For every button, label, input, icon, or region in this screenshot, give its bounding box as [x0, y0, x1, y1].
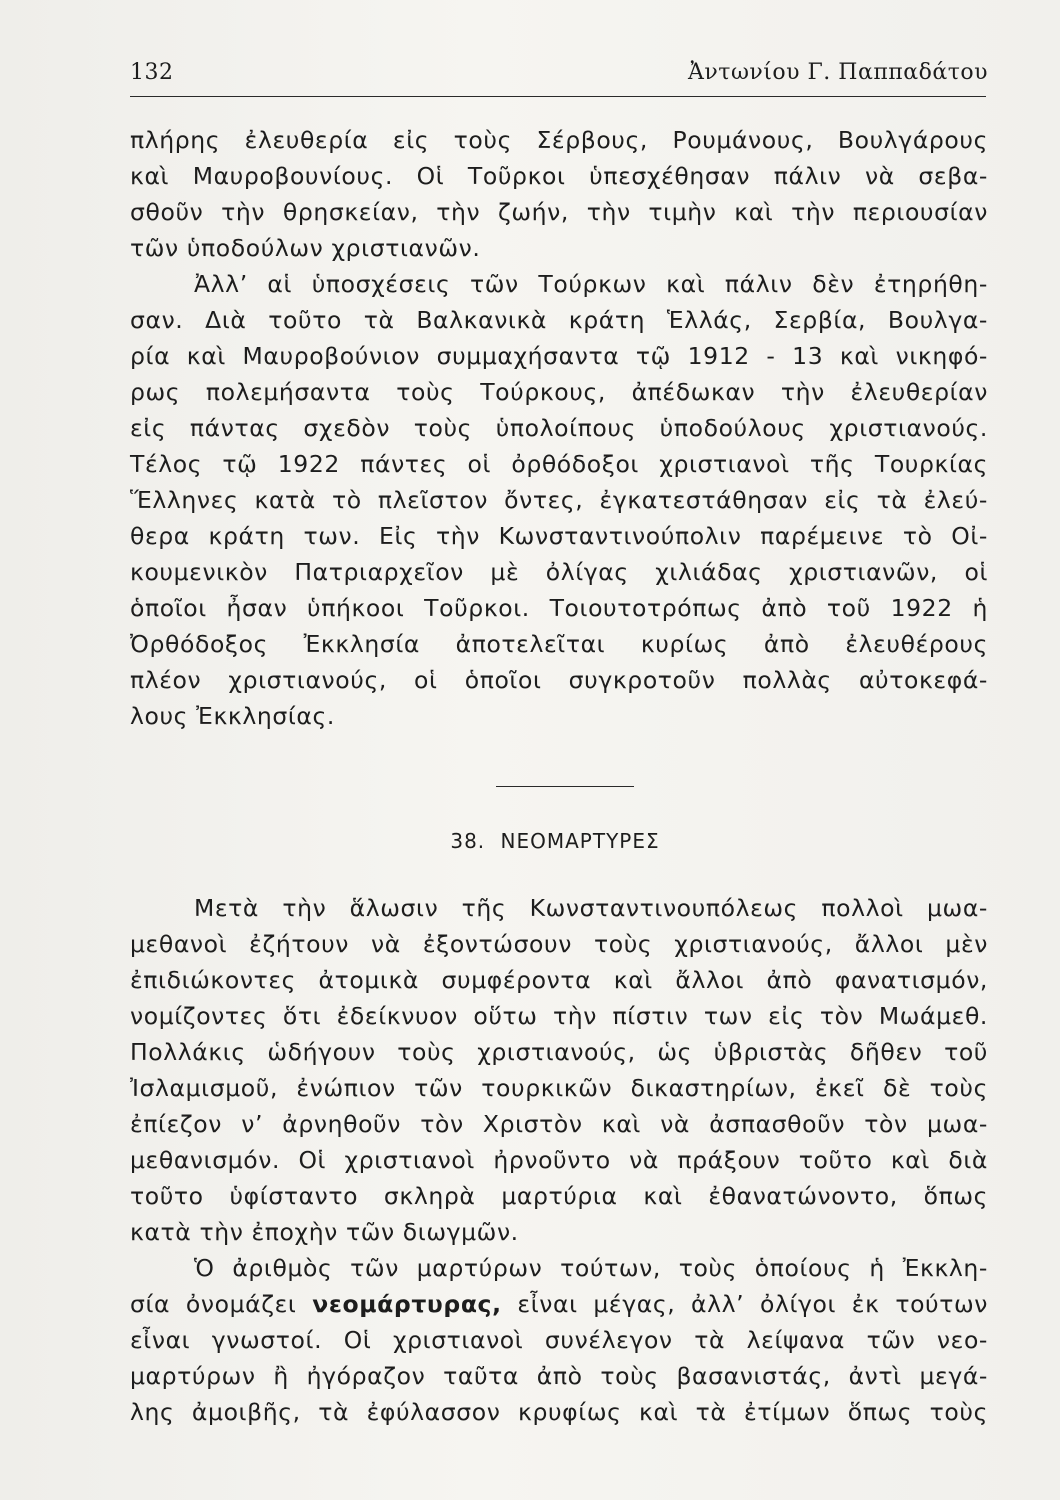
section-divider: [496, 786, 634, 787]
text-line: Ἕλληνες κατὰ τὸ πλεῖστον ὄντες, ἐγκατεστάθησαν εἰς τὰ ἐλεύ-: [130, 486, 988, 514]
section-title: ΝΕΟΜΑΡΤΥΡΕΣ: [500, 829, 660, 853]
section-number: 38.: [450, 829, 486, 853]
text-line: Ἀλλ’ αἱ ὑποσχέσεις τῶν Τούρκων καὶ πάλιν δὲν ἐτηρήθη-: [194, 270, 988, 298]
text-line: ὁποῖοι ἦσαν ὑπήκοοι Τοῦρκοι. Τοιουτοτρόπως ἀπὸ τοῦ 1922 ἡ: [130, 594, 988, 622]
text-line: λους Ἐκκλησίας.: [130, 702, 335, 730]
page-number: 132: [130, 60, 174, 85]
page-header: [130, 58, 988, 98]
text-line: τοῦτο ὑφίσταντο σκληρὰ μαρτύρια καὶ ἐθανατώνοντο, ὅπως: [130, 1182, 988, 1210]
header-rule: [130, 96, 986, 97]
text-line: εἰς πάντας σχεδὸν τοὺς ὑπολοίπους ὑποδούλους χριστιανούς.: [130, 414, 988, 442]
text-line: εἶναι γνωστοί. Οἱ χριστιανοὶ συνέλεγον τὰ λείψανα τῶν νεο-: [130, 1326, 988, 1354]
text-line: Ὁ ἀριθμὸς τῶν μαρτύρων τούτων, τοὺς ὁποίους ἡ Ἐκκλη-: [194, 1254, 988, 1282]
text-line: Τέλος τῷ 1922 πάντες οἱ ὀρθόδοξοι χριστιανοὶ τῆς Τουρκίας: [130, 450, 988, 478]
section-heading: [0, 829, 1060, 853]
text-line: ἐπίεζον ν’ ἀρνηθοῦν τὸν Χριστὸν καὶ νὰ ἀσπασθοῦν τὸν μωα-: [130, 1110, 988, 1138]
text-line: σαν. Διὰ τοῦτο τὰ Βαλκανικὰ κράτη Ἑλλάς, Σερβία, Βουλγα-: [130, 306, 988, 334]
text-line: πλήρης ἐλευθερία εἰς τοὺς Σέρβους, Ρουμάνους, Βουλγάρους: [130, 126, 988, 154]
paragraph-block-2: [130, 890, 988, 1430]
text-line: Μετὰ τὴν ἅλωσιν τῆς Κωνσταντινουπόλεως πολλοὶ μωα-: [194, 894, 988, 922]
text-line: ρως πολεμήσαντα τοὺς Τούρκους, ἀπέδωκαν τὴν ἐλευθερίαν: [130, 378, 988, 406]
text-line: Ὀρθόδοξος Ἐκκλησία ἀποτελεῖται κυρίως ἀπὸ ἐλευθέρους: [130, 630, 988, 658]
text-line: πλέον χριστιανούς, οἱ ὁποῖοι συγκροτοῦν πολλὰς αὐτοκεφά-: [130, 666, 988, 694]
text-line: λης ἀμοιβῆς, τὰ ἐφύλασσον κρυφίως καὶ τὰ ἐτίμων ὅπως τοὺς: [130, 1398, 988, 1426]
text-line: Ἰσλαμισμοῦ, ἐνώπιον τῶν τουρκικῶν δικαστηρίων, ἐκεῖ δὲ τοὺς: [130, 1074, 988, 1102]
text-segment: εἶναι μέγας, ἀλλ’ ὀλίγοι ἐκ τούτων: [517, 1290, 988, 1318]
text-line: θερα κράτη των. Εἰς τὴν Κωνσταντινούπολιν παρέμεινε τὸ Οἰ-: [130, 522, 988, 550]
paragraph-block-1: [130, 122, 988, 734]
text-segment: σία ὀνομάζει: [130, 1290, 297, 1318]
text-line: σθοῦν τὴν θρησκείαν, τὴν ζωήν, τὴν τιμὴν καὶ τὴν περιουσίαν: [130, 198, 988, 226]
text-line: μεθανοὶ ἐζήτουν νὰ ἐξοντώσουν τοὺς χριστιανούς, ἄλλοι μὲν: [130, 930, 988, 958]
text-line: τῶν ὑποδούλων χριστιανῶν.: [130, 234, 481, 262]
text-line: ἐπιδιώκοντες ἀτομικὰ συμφέροντα καὶ ἄλλοι ἀπὸ φανατισμόν,: [130, 966, 988, 994]
running-head: Ἀντωνίου Γ. Παππαδάτου: [688, 60, 988, 85]
text-line: κουμενικὸν Πατριαρχεῖον μὲ ὀλίγας χιλιάδας χριστιανῶν, οἱ: [130, 558, 988, 586]
bold-term: νεομάρτυρας,: [312, 1290, 502, 1318]
text-line: Πολλάκις ὡδήγουν τοὺς χριστιανούς, ὡς ὑβριστὰς δῆθεν τοῦ: [130, 1038, 988, 1066]
text-line: μαρτύρων ἢ ἠγόραζον ταῦτα ἀπὸ τοὺς βασανιστάς, ἀντὶ μεγά-: [130, 1362, 988, 1390]
text-line-with-bold-term: [130, 1286, 988, 1322]
text-line: νομίζοντες ὅτι ἐδείκνυον οὕτω τὴν πίστιν των εἰς τὸν Μωάμεθ.: [130, 1002, 988, 1030]
text-line: ρία καὶ Μαυροβούνιον συμμαχήσαντα τῷ 1912 - 13 καὶ νικηφό-: [130, 342, 988, 370]
text-line: μεθανισμόν. Οἱ χριστιανοὶ ἠρνοῦντο νὰ πράξουν τοῦτο καὶ διὰ: [130, 1146, 988, 1174]
text-line: κατὰ τὴν ἐποχὴν τῶν διωγμῶν.: [130, 1218, 519, 1246]
text-line: καὶ Μαυροβουνίους. Οἱ Τοῦρκοι ὑπεσχέθησαν πάλιν νὰ σεβα-: [130, 162, 988, 190]
